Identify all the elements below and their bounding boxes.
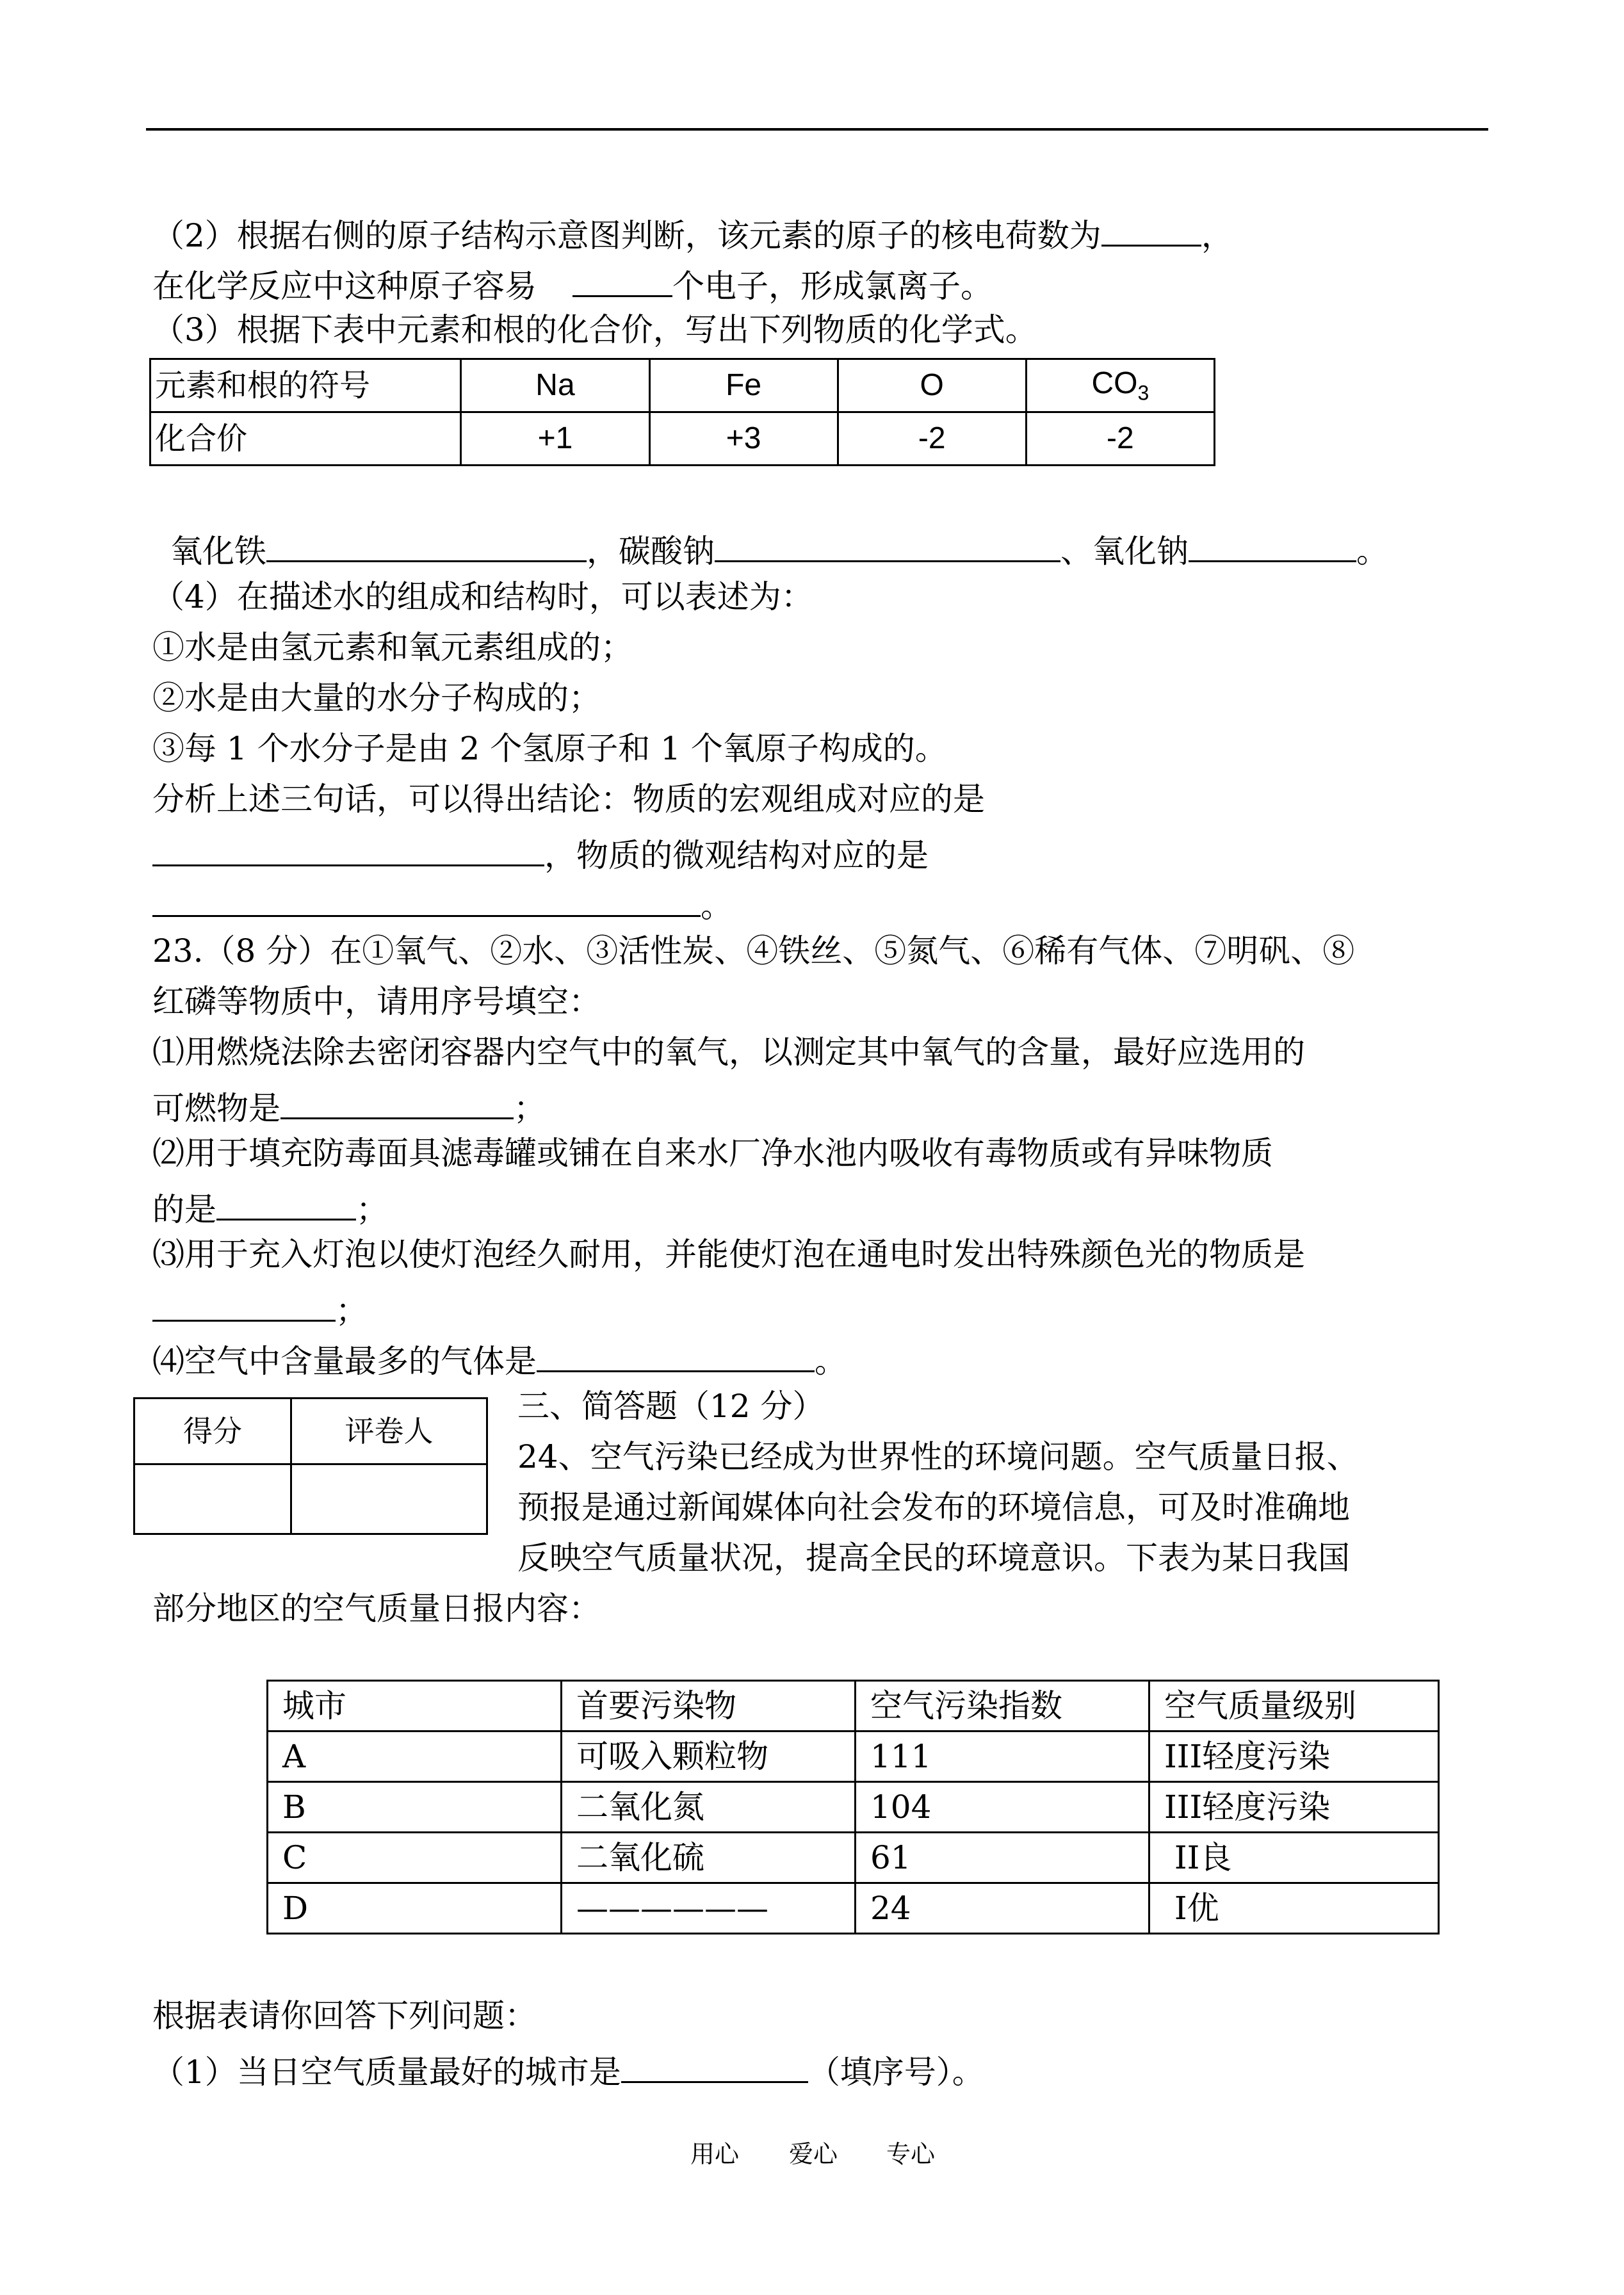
cell-index: 111 xyxy=(856,1731,1149,1782)
valence-row2-label: 化合价 xyxy=(150,412,461,466)
cell-pollutant: 二氧化氮 xyxy=(562,1782,856,1833)
cell-city: B xyxy=(268,1782,562,1833)
answer-blank-macro[interactable] xyxy=(152,834,544,866)
header-index: 空气污染指数 xyxy=(856,1681,1149,1731)
cell-index: 24 xyxy=(856,1883,1149,1934)
symbol-na: Na xyxy=(461,359,649,412)
q22-p2-text: （2）根据右侧的原子结构示意图判断，该元素的原子的核电荷数为 xyxy=(152,217,1101,254)
q23-s4 xyxy=(152,1340,847,1380)
valence-o: -2 xyxy=(838,412,1026,466)
answer-blank-q23-1[interactable] xyxy=(280,1087,514,1119)
punct: ； xyxy=(514,1090,546,1127)
cell-index: 104 xyxy=(856,1782,1149,1833)
score-box xyxy=(133,1397,488,1535)
q23-s2-line2 xyxy=(152,1188,388,1226)
valence-row-symbols xyxy=(150,359,1215,412)
analysis-line2 xyxy=(152,834,929,872)
punct: ； xyxy=(336,1292,368,1329)
footer-word-1: 用心 xyxy=(690,2140,740,2168)
symbol-o: O xyxy=(838,359,1026,412)
answer-blank-q24-1[interactable] xyxy=(621,2050,808,2083)
q23-s3-line2 xyxy=(152,1289,368,1327)
cell-pollutant: 可吸入颗粒物 xyxy=(562,1731,856,1782)
cell-pollutant: —————— xyxy=(562,1883,856,1934)
formula-sodium-carbonate-label: ，碳酸钠 xyxy=(587,533,715,570)
cell-city: D xyxy=(268,1883,562,1934)
symbol-co: CO xyxy=(1091,366,1138,400)
footer-word-3: 专心 xyxy=(886,2140,936,2168)
punct: ， xyxy=(1201,217,1233,254)
cell-level: I优 xyxy=(1149,1883,1439,1934)
q24-line3: 反映空气质量状况，提高全民的环境意识。下表为某日我国 xyxy=(517,1539,1350,1577)
valence-row-values xyxy=(150,412,1215,466)
q23-line2: 红磷等物质中，请用序号填空： xyxy=(152,983,601,1020)
statement-2: ②水是由大量的水分子构成的； xyxy=(152,679,601,717)
score-label: 得分 xyxy=(134,1399,291,1464)
score-box-header xyxy=(134,1399,487,1464)
q23-s1-line1: ⑴用燃烧法除去密闭容器内空气中的氧气，以测定其中氧气的含量，最好应选用的 xyxy=(152,1034,1305,1071)
statement-3: ③每 1 个水分子是由 2 个氢原子和 1 个氧原子构成的。 xyxy=(152,730,947,767)
grader-label: 评卷人 xyxy=(291,1399,487,1464)
header-pollutant: 首要污染物 xyxy=(562,1681,856,1731)
q23-s4-text: ⑷空气中含量最多的气体是 xyxy=(152,1343,537,1380)
answer-blank-sodium-carbonate[interactable] xyxy=(715,530,1060,562)
answer-blank-q23-2[interactable] xyxy=(216,1188,356,1220)
cell-city: C xyxy=(268,1833,562,1883)
answer-blank-q23-3[interactable] xyxy=(152,1289,336,1322)
analysis-text: ，物质的微观结构对应的是 xyxy=(544,837,929,874)
q22-p2-text-a: 在化学反应中这种原子容易 xyxy=(152,268,537,305)
analysis-line1: 分析上述三句话，可以得出结论：物质的宏观组成对应的是 xyxy=(152,781,985,818)
footer-word-2: 爱心 xyxy=(789,2140,838,2168)
header-level: 空气质量级别 xyxy=(1149,1681,1439,1731)
header-city: 城市 xyxy=(268,1681,562,1731)
answer-blank-iron-oxide[interactable] xyxy=(266,530,587,562)
q23-s2-text: 的是 xyxy=(152,1191,216,1228)
answer-blank-electrons[interactable] xyxy=(572,264,672,297)
valence-table xyxy=(149,358,1215,466)
section3-heading: 三、简答题（12 分） xyxy=(517,1388,825,1425)
punct: 。 xyxy=(1356,533,1388,570)
q23-s2-line1: ⑵用于填充防毒面具滤毒罐或铺在自来水厂净水池内吸收有毒物质或有异味物质 xyxy=(152,1135,1273,1172)
table-row xyxy=(268,1731,1439,1782)
q24-line2: 预报是通过新闻媒体向社会发布的环境信息，可及时准确地 xyxy=(517,1489,1350,1526)
cell-pollutant: 二氧化硫 xyxy=(562,1833,856,1883)
answer-blank-nuclear-charge[interactable] xyxy=(1101,214,1201,247)
table-row xyxy=(268,1782,1439,1833)
valence-row1-label: 元素和根的符号 xyxy=(150,359,461,412)
cell-level: II良 xyxy=(1149,1833,1439,1883)
q23-s3-line1: ⑶用于充入灯泡以使灯泡经久耐用，并能使灯泡在通电时发出特殊颜色光的物质是 xyxy=(152,1236,1305,1273)
symbol-co3 xyxy=(1026,359,1214,412)
answer-blank-q23-4[interactable] xyxy=(537,1340,815,1372)
q24-intro: 根据表请你回答下列问题： xyxy=(152,1997,537,2034)
grader-entry[interactable] xyxy=(291,1464,487,1534)
cell-index: 61 xyxy=(856,1833,1149,1883)
q22-p2-text-b: 个电子，形成氯离子。 xyxy=(672,268,993,305)
answer-blank-sodium-oxide[interactable] xyxy=(1189,530,1356,562)
score-entry[interactable] xyxy=(134,1464,291,1534)
header-rule xyxy=(146,128,1488,131)
q24-q1 xyxy=(152,2050,984,2091)
cell-level: III轻度污染 xyxy=(1149,1782,1439,1833)
answer-blank-micro[interactable] xyxy=(152,884,701,917)
air-table-header xyxy=(268,1681,1439,1731)
valence-co3: -2 xyxy=(1026,412,1214,466)
punct: 。 xyxy=(815,1343,847,1380)
q22-p2-line2 xyxy=(152,264,993,305)
air-quality-table xyxy=(266,1680,1440,1934)
punct: 。 xyxy=(701,888,733,925)
formula-line xyxy=(170,530,1388,570)
symbol-co3-subscript: 3 xyxy=(1137,381,1149,405)
q24-q1-end: （填序号）。 xyxy=(808,2054,984,2091)
cell-city: A xyxy=(268,1731,562,1782)
q22-p4-intro: （4）在描述水的组成和结构时，可以表述为： xyxy=(152,578,813,615)
statement-1: ①水是由氢元素和氧元素组成的； xyxy=(152,629,633,666)
q23-s1-text: 可燃物是 xyxy=(152,1090,280,1127)
q22-p2-line1 xyxy=(152,214,1233,252)
score-box-entry xyxy=(134,1464,487,1534)
formula-sodium-oxide-label: 、氧化钠 xyxy=(1060,533,1189,570)
valence-fe: +3 xyxy=(649,412,838,466)
valence-na: +1 xyxy=(461,412,649,466)
symbol-fe: Fe xyxy=(649,359,838,412)
q24-line1: 24、空气污染已经成为世界性的环境问题。空气质量日报、 xyxy=(517,1438,1359,1475)
q22-p3-intro: （3）根据下表中元素和根的化合价，写出下列物质的化学式。 xyxy=(152,311,1037,348)
punct: ； xyxy=(356,1191,388,1228)
q23-line1: 23.（8 分）在①氧气、②水、③活性炭、④铁丝、⑤氮气、⑥稀有气体、⑦明矾、⑧ xyxy=(152,932,1355,969)
q23-s1-line2 xyxy=(152,1087,546,1127)
table-row xyxy=(268,1833,1439,1883)
cell-level: III轻度污染 xyxy=(1149,1731,1439,1782)
q24-q1-text: （1）当日空气质量最好的城市是 xyxy=(152,2054,621,2091)
q24-line4: 部分地区的空气质量日报内容： xyxy=(152,1590,601,1627)
table-row xyxy=(268,1883,1439,1934)
analysis-line3 xyxy=(152,884,733,925)
formula-iron-oxide-label: 氧化铁 xyxy=(170,533,266,570)
